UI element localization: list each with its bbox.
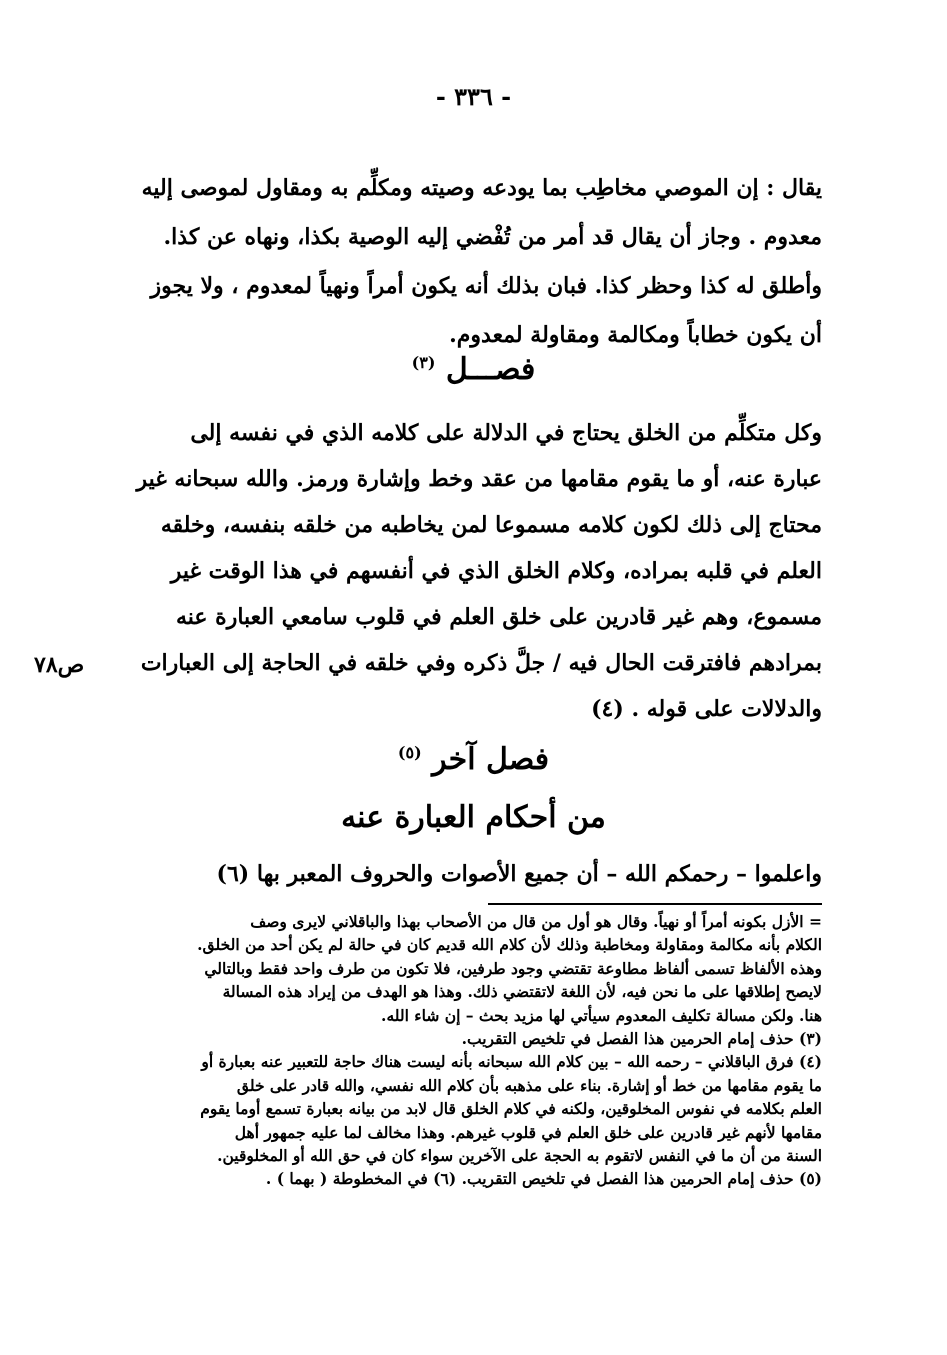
heading-text: فصل آخر <box>432 742 550 777</box>
footnote-line: (٥) حذف إمام الحرمين هذا الفصل في تلخيص التقريب. (٦) في المخطوطة ( بهما ) . <box>265 1169 822 1189</box>
text-line: أن يكون خطاباً ومكالمة ومقاولة لمعدوم. <box>449 322 822 348</box>
footnote-ref: (٥) <box>397 743 422 762</box>
paragraph-1 <box>102 164 822 360</box>
text-line: معدوم . وجاز أن يقال قد أمر من تُفْضي إليه الوصية بكذا، ونهاه عن كذا. <box>163 224 822 250</box>
footnote-ref: (٣) <box>411 353 436 372</box>
footnote-line: هنا. ولكن مسالة تكليف المعدوم سيأتي لها مزيد بحث – إن شاء الله. <box>381 1005 822 1025</box>
margin-page-note: ص٧٨ <box>34 652 85 678</box>
text-line: مسموع، وهم غير قادرين على خلق العلم في قلوب سامعي العبارة عنه <box>175 604 822 630</box>
text-line: يقال : إن الموصي مخاطِب بما يودعه وصيته ومكلِّم به ومقاول لموصى إليه <box>141 175 822 201</box>
paragraph-3 <box>102 850 822 899</box>
footnote-line: = الأزل بكونه أمراً أو نهياً. وقال هو أول من قال من الأصحاب بهذا والباقلاني لايرى وصف <box>250 912 822 931</box>
footnotes <box>102 910 822 1191</box>
section-subheading: من أحكام العبارة عنه <box>341 800 606 835</box>
footnote-line: العلم بكلامه في نفوس المخلوقين، ولكنه في كلام الخلق قال لابد من بيانه بعبارة تسمع أوما يقوم <box>200 1099 822 1119</box>
footnote-line: لايصح إطلاقها على ما نحن فيه، لأن اللغة لاتقتضي ذلك. وهذا هو الهدف من إيراد هذه المسالة <box>222 982 822 1002</box>
footnote-line: السنة من أن ما في النفس لاتقوم به الحجة على الآخرين سواء كان في حق الله أو المخلوقين. <box>217 1145 822 1165</box>
footnote-line: الكلام بأنه مكالمة ومقاولة ومخاطبة وذلك لأن كلام الله قديم كان في حالة لم يكن أحد من الخلق. <box>197 935 822 955</box>
text-line: بمرادهم فافترقت الحال فيه / جلَّ ذكره وفي خلقه في الحاجة إلى العبارات <box>140 650 822 676</box>
text-line: والدلالات على قوله . (٤) <box>591 696 822 722</box>
text-line: وأطلق له كذا وحظر كذا. فبان بذلك أنه يكون أمراً ونهياً لمعدوم ، ولا يجوز <box>150 273 822 299</box>
footnote-line: (٣) حذف إمام الحرمين هذا الفصل في تلخيص التقريب. <box>461 1028 822 1048</box>
page-number: - ٣٣٦ - <box>435 82 512 111</box>
text-line: عبارة عنه، أو ما يقوم مقامها من عقد وخط وإشارة ورمز. والله سبحانه غير <box>136 466 822 492</box>
footnote-divider <box>488 903 822 905</box>
section-heading-fasl-akhar <box>0 742 947 777</box>
section-heading-fasl <box>0 352 947 387</box>
footnote-line: ما يقوم مقامها من خط أو إشارة. بناء على مذهبه بأن كلام الله نفسي، والله قادر على خلق <box>236 1075 822 1095</box>
footnote-line: مقامها لأنهم غير قادرين على خلق العلم في قلوب غيرهم. وهذا مخالف لما عليه جمهور أهل <box>234 1122 822 1142</box>
footnote-line: (٤) فرق الباقلاني – رحمه الله – بين كلام الله سبحانه بأنه ليست هناك حاجة للتعبير عنه بعبارة أو <box>201 1052 822 1072</box>
heading-text: فصـــل <box>445 352 536 387</box>
text-line: وكل متكلِّم من الخلق يحتاج في الدلالة على كلامه الذي في نفسه إلى <box>190 420 822 446</box>
text-line: واعلموا – رحمكم الله – أن جميع الأصوات والحروف المعبر بها (٦) <box>216 861 822 887</box>
text-line: محتاج إلى ذلك لكون كلامه مسموعا لمن يخاطبه من خلقه بنفسه، وخلقه <box>160 512 822 538</box>
text-line: العلم في قلبه بمراده، وكلام الخلق الذي في أنفسهم في هذا الوقت غير <box>170 558 822 584</box>
footnote-line: وهذه الألفاظ تسمى ألفاظ مطاوعة تقتضي وجود طرفين، فلا تكون من طرف واحد فقط وبالتالي <box>204 958 822 978</box>
paragraph-2 <box>102 410 822 732</box>
